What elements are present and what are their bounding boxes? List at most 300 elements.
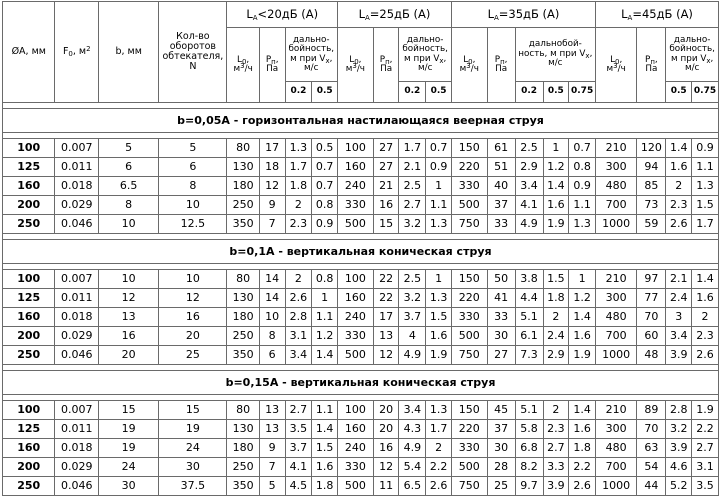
table-row [3, 439, 719, 458]
table-cell: 1.9 [426, 346, 452, 365]
table-cell: 3.4 [399, 401, 426, 420]
table-cell: 70 [637, 308, 666, 327]
table-cell: 7 [259, 458, 285, 477]
header-velocity: 0.5 [426, 82, 452, 103]
header-pressure: $P_п$, Па [487, 28, 515, 103]
table-cell: 750 [451, 215, 487, 234]
table-cell: 210 [596, 270, 637, 289]
table-cell: 500 [338, 215, 374, 234]
table-cell: 700 [596, 327, 637, 346]
header-l0: $L_0$, $м^3/ч$ [451, 28, 487, 103]
table-cell: 330 [338, 327, 374, 346]
table-cell: 1.4 [312, 420, 338, 439]
table-cell: 27 [373, 139, 399, 158]
table-cell: 4.6 [666, 458, 692, 477]
table-cell: 160 [338, 420, 374, 439]
table-cell: 1.6 [569, 327, 596, 346]
table-cell: 54 [637, 458, 666, 477]
table-cell: 1.5 [312, 439, 338, 458]
table-cell: 16 [373, 439, 399, 458]
header-velocity: 0.75 [692, 82, 719, 103]
table-cell: 2 [426, 439, 452, 458]
table-cell: 1.9 [543, 215, 569, 234]
table-cell: 8 [159, 177, 227, 196]
table-cell: 210 [596, 401, 637, 420]
table-cell: 1000 [596, 215, 637, 234]
table-cell: 2 [692, 308, 719, 327]
header-group-la-20: $L_A<20дБ$ (А) [227, 2, 338, 28]
table-cell: 1 [426, 177, 452, 196]
table-cell: 12 [259, 177, 285, 196]
table-cell: 51 [487, 158, 515, 177]
table-cell: 2.2 [692, 420, 719, 439]
table-cell: 2.8 [666, 401, 692, 420]
table-cell: 3.2 [399, 289, 426, 308]
header-pressure: $P_п$, Па [373, 28, 399, 103]
table-cell: 1 [312, 289, 338, 308]
table-cell: 2.4 [666, 289, 692, 308]
table-cell: 2.4 [543, 327, 569, 346]
table-cell: 3.4 [666, 327, 692, 346]
table-cell: 750 [451, 346, 487, 365]
table-cell: 2.9 [515, 158, 543, 177]
table-cell: 5.1 [515, 308, 543, 327]
table-cell: 0.7 [569, 139, 596, 158]
table-cell: 300 [596, 158, 637, 177]
table-cell: 0.7 [426, 139, 452, 158]
table-cell: 1.4 [312, 346, 338, 365]
table-cell: 0.8 [569, 158, 596, 177]
table-cell: 350 [227, 215, 259, 234]
table-cell: 2.2 [426, 458, 452, 477]
table-cell: 20 [159, 327, 227, 346]
table-cell: 8 [99, 196, 159, 215]
table-cell: 1.8 [543, 289, 569, 308]
table-cell: 20 [373, 401, 399, 420]
table-cell: 3.2 [666, 420, 692, 439]
header-area: $F_0$, $м^2$ [55, 2, 99, 103]
table-cell: 5 [259, 477, 285, 496]
table-cell: 2.6 [569, 477, 596, 496]
table-cell: 0.9 [692, 139, 719, 158]
table-cell: 50 [487, 270, 515, 289]
table-cell: 330 [451, 308, 487, 327]
table-cell: 500 [451, 196, 487, 215]
table-cell: 240 [338, 308, 374, 327]
table-cell: 16 [99, 327, 159, 346]
table-cell: 1.6 [692, 289, 719, 308]
table-cell: 19 [99, 439, 159, 458]
table-cell: 2.3 [666, 196, 692, 215]
table-cell: 3.9 [666, 346, 692, 365]
table-row [3, 458, 719, 477]
table-cell: 5.2 [666, 477, 692, 496]
table-cell: 0.007 [55, 139, 99, 158]
table-cell: 2.5 [515, 139, 543, 158]
section-title: b=0,05А - горизонтальная настилающаяся веерная струя [3, 109, 719, 133]
table-cell: 330 [338, 196, 374, 215]
table-cell: 240 [338, 177, 374, 196]
table-cell: 10 [259, 308, 285, 327]
table-cell: 9.7 [515, 477, 543, 496]
table-cell: 2.3 [285, 215, 312, 234]
table-cell: 16 [159, 308, 227, 327]
header-range: дально- бойность, м при $V_x$, м/с [666, 28, 719, 82]
table-cell: 6 [159, 158, 227, 177]
table-cell: 1 [426, 270, 452, 289]
header-pressure: $P_п$, Па [637, 28, 666, 103]
table-cell: 73 [637, 196, 666, 215]
table-cell: 40 [487, 177, 515, 196]
table-cell: 59 [637, 215, 666, 234]
table-cell: 1.6 [312, 458, 338, 477]
table-cell: 100 [338, 270, 374, 289]
table-cell: 2.7 [285, 401, 312, 420]
table-cell: 1.2 [312, 327, 338, 346]
table-row [3, 289, 719, 308]
table-cell: 44 [637, 477, 666, 496]
header-revolutions: Кол-во оборотов обтекателя, N [159, 2, 227, 103]
table-row [3, 420, 719, 439]
table-cell: 1000 [596, 477, 637, 496]
table-cell: 4.4 [515, 289, 543, 308]
table-row [3, 215, 719, 234]
table-cell: 0.9 [426, 158, 452, 177]
table-cell: 0.011 [55, 420, 99, 439]
table-cell: 3.4 [285, 346, 312, 365]
table-cell: 220 [451, 420, 487, 439]
table-cell: 15 [99, 401, 159, 420]
table-cell: 13 [259, 401, 285, 420]
table-cell: 12 [99, 289, 159, 308]
table-cell: 1.9 [692, 401, 719, 420]
table-cell: 180 [227, 177, 259, 196]
table-cell: 150 [451, 270, 487, 289]
table-cell: 4.9 [515, 215, 543, 234]
table-cell: 3.7 [285, 439, 312, 458]
header-b: b, мм [99, 2, 159, 103]
table-cell: 2.6 [426, 477, 452, 496]
table-cell: 2.6 [692, 346, 719, 365]
table-cell: 210 [596, 139, 637, 158]
table-cell: 1.3 [426, 401, 452, 420]
table-cell: 1.3 [426, 289, 452, 308]
table-cell: 1.1 [692, 158, 719, 177]
table-cell: 3.5 [692, 477, 719, 496]
table-cell: 63 [637, 439, 666, 458]
table-cell: 45 [487, 401, 515, 420]
table-cell: 0.029 [55, 327, 99, 346]
table-cell: 2.8 [285, 308, 312, 327]
header-velocity: 0.2 [399, 82, 426, 103]
table-cell: 300 [596, 420, 637, 439]
table-cell: 1.1 [312, 308, 338, 327]
table-cell: 2.3 [543, 420, 569, 439]
table-cell: 9 [259, 439, 285, 458]
table-cell: 4.3 [399, 420, 426, 439]
table-cell: 10 [99, 215, 159, 234]
table-cell: 0.7 [312, 177, 338, 196]
acoustic-performance-table [2, 1, 719, 496]
table-cell: 15 [373, 215, 399, 234]
table-cell: 6 [259, 346, 285, 365]
header-l0: $L_0$, $м^3/ч$ [596, 28, 637, 103]
header-velocity: 0.5 [666, 82, 692, 103]
header-range: дально- бойность, м при $V_x$, м/с [399, 28, 452, 82]
table-cell: 8 [259, 327, 285, 346]
section-title: b=0,15А - вертикальная коническая струя [3, 371, 719, 395]
table-cell: 250 [227, 458, 259, 477]
table-cell: 150 [451, 139, 487, 158]
table-cell: 1.7 [692, 215, 719, 234]
table-cell: 750 [451, 477, 487, 496]
diameter-cell: 250 [3, 346, 55, 365]
table-cell: 1.8 [285, 177, 312, 196]
table-cell: 1.4 [692, 270, 719, 289]
table-cell: 160 [338, 289, 374, 308]
table-cell: 1 [543, 139, 569, 158]
table-cell: 1.3 [692, 177, 719, 196]
table-cell: 2.6 [285, 289, 312, 308]
header-velocity: 0.75 [569, 82, 596, 103]
table-cell: 48 [637, 346, 666, 365]
table-cell: 2.5 [399, 177, 426, 196]
header-group-la-45: $L_A=45дБ$ (А) [596, 2, 719, 28]
table-cell: 3 [666, 308, 692, 327]
table-cell: 41 [487, 289, 515, 308]
table-cell: 330 [338, 458, 374, 477]
table-cell: 70 [637, 420, 666, 439]
table-cell: 0.5 [312, 139, 338, 158]
table-cell: 1.8 [312, 477, 338, 496]
table-cell: 37.5 [159, 477, 227, 496]
table-cell: 6.5 [399, 477, 426, 496]
diameter-cell: 160 [3, 308, 55, 327]
table-cell: 0.007 [55, 401, 99, 420]
table-cell: 3.9 [666, 439, 692, 458]
table-cell: 89 [637, 401, 666, 420]
table-cell: 1.4 [666, 139, 692, 158]
table-cell: 1.2 [543, 158, 569, 177]
table-cell: 13 [259, 420, 285, 439]
table-cell: 3.7 [399, 308, 426, 327]
table-cell: 25 [487, 477, 515, 496]
header-group-la-35: $L_A=35дБ$ (А) [451, 2, 595, 28]
table-cell: 24 [99, 458, 159, 477]
table-row [3, 327, 719, 346]
diameter-cell: 100 [3, 270, 55, 289]
table-cell: 6.1 [515, 327, 543, 346]
table-cell: 240 [338, 439, 374, 458]
table-cell: 2 [543, 308, 569, 327]
table-cell: 0.011 [55, 289, 99, 308]
header-velocity: 0.2 [285, 82, 312, 103]
table-cell: 22 [373, 289, 399, 308]
table-cell: 1 [569, 270, 596, 289]
table-cell: 77 [637, 289, 666, 308]
table-cell: 80 [227, 270, 259, 289]
table-cell: 12 [159, 289, 227, 308]
table-cell: 500 [451, 327, 487, 346]
table-cell: 1.4 [569, 401, 596, 420]
table-cell: 1.6 [666, 158, 692, 177]
table-row [3, 270, 719, 289]
header-l0: $L_0$, $м^3/ч$ [338, 28, 374, 103]
table-cell: 1.8 [569, 439, 596, 458]
table-cell: 33 [487, 215, 515, 234]
table-cell: 150 [451, 401, 487, 420]
table-cell: 7 [259, 215, 285, 234]
table-cell: 0.8 [312, 196, 338, 215]
table-cell: 28 [487, 458, 515, 477]
table-cell: 1.1 [569, 196, 596, 215]
table-cell: 4 [399, 327, 426, 346]
table-cell: 80 [227, 401, 259, 420]
table-cell: 1.3 [285, 139, 312, 158]
table-cell: 330 [451, 177, 487, 196]
table-cell: 700 [596, 196, 637, 215]
table-cell: 30 [159, 458, 227, 477]
table-cell: 300 [596, 289, 637, 308]
table-cell: 700 [596, 458, 637, 477]
table-cell: 2.9 [543, 346, 569, 365]
diameter-cell: 125 [3, 420, 55, 439]
table-cell: 30 [487, 327, 515, 346]
table-cell: 4.9 [399, 439, 426, 458]
table-cell: 2 [285, 196, 312, 215]
table-cell: 2.3 [692, 327, 719, 346]
table-cell: 30 [487, 439, 515, 458]
diameter-cell: 125 [3, 289, 55, 308]
header-velocity: 0.5 [543, 82, 569, 103]
diameter-cell: 160 [3, 439, 55, 458]
table-cell: 1.3 [569, 215, 596, 234]
table-row [3, 308, 719, 327]
table-cell: 1.7 [426, 420, 452, 439]
table-cell: 1.6 [543, 196, 569, 215]
table-cell: 1.7 [399, 139, 426, 158]
table-cell: 250 [227, 327, 259, 346]
table-cell: 25 [159, 346, 227, 365]
table-cell: 94 [637, 158, 666, 177]
table-cell: 1.5 [543, 270, 569, 289]
table-cell: 16 [373, 196, 399, 215]
table-cell: 22 [373, 270, 399, 289]
header-range: дально- бойность, м при $V_x$, м/с [285, 28, 338, 82]
table-cell: 0.046 [55, 215, 99, 234]
table-cell: 17 [259, 139, 285, 158]
diameter-cell: 250 [3, 215, 55, 234]
table-cell: 3.1 [285, 327, 312, 346]
table-row [3, 477, 719, 496]
diameter-cell: 200 [3, 196, 55, 215]
table-cell: 330 [451, 439, 487, 458]
table-cell: 1.4 [569, 308, 596, 327]
table-cell: 0.011 [55, 158, 99, 177]
table-cell: 0.029 [55, 196, 99, 215]
table-cell: 5 [159, 139, 227, 158]
table-cell: 250 [227, 196, 259, 215]
table-cell: 61 [487, 139, 515, 158]
table-cell: 100 [338, 401, 374, 420]
header-diameter: ØA, мм [3, 2, 55, 103]
table-cell: 3.5 [285, 420, 312, 439]
table-cell: 1.2 [569, 289, 596, 308]
table-cell: 3.4 [515, 177, 543, 196]
table-cell: 3.8 [515, 270, 543, 289]
table-cell: 5.8 [515, 420, 543, 439]
table-cell: 37 [487, 196, 515, 215]
table-cell: 2.5 [399, 270, 426, 289]
header-range: дальнобой- ность, м при $V_x$, м/с [515, 28, 595, 82]
table-cell: 12.5 [159, 215, 227, 234]
table-cell: 0.018 [55, 177, 99, 196]
table-cell: 0.8 [312, 270, 338, 289]
table-cell: 20 [373, 420, 399, 439]
table-cell: 10 [159, 270, 227, 289]
header-l0: $L_0$, $м^3/ч$ [227, 28, 259, 103]
table-cell: 1.4 [543, 177, 569, 196]
table-cell: 0.9 [569, 177, 596, 196]
table-row [3, 196, 719, 215]
table-cell: 1.9 [569, 346, 596, 365]
table-cell: 2.1 [666, 270, 692, 289]
table-cell: 10 [99, 270, 159, 289]
table-cell: 1.6 [426, 327, 452, 346]
table-cell: 220 [451, 158, 487, 177]
table-cell: 180 [227, 439, 259, 458]
table-cell: 20 [99, 346, 159, 365]
table-cell: 13 [99, 308, 159, 327]
header-velocity: 0.2 [515, 82, 543, 103]
table-cell: 11 [373, 477, 399, 496]
table-cell: 37 [487, 420, 515, 439]
table-cell: 8.2 [515, 458, 543, 477]
table-cell: 500 [338, 477, 374, 496]
table-cell: 120 [637, 139, 666, 158]
diameter-cell: 250 [3, 477, 55, 496]
table-cell: 500 [451, 458, 487, 477]
table-cell: 3.1 [692, 458, 719, 477]
table-cell: 2.2 [569, 458, 596, 477]
table-cell: 9 [259, 196, 285, 215]
table-cell: 17 [373, 308, 399, 327]
table-cell: 14 [259, 289, 285, 308]
table-cell: 0.046 [55, 477, 99, 496]
diameter-cell: 200 [3, 327, 55, 346]
table-cell: 1.3 [426, 215, 452, 234]
table-cell: 24 [159, 439, 227, 458]
table-cell: 6.8 [515, 439, 543, 458]
table-cell: 0.007 [55, 270, 99, 289]
table-row [3, 177, 719, 196]
diameter-cell: 160 [3, 177, 55, 196]
table-cell: 180 [227, 308, 259, 327]
table-cell: 30 [99, 477, 159, 496]
diameter-cell: 125 [3, 158, 55, 177]
table-cell: 5.4 [399, 458, 426, 477]
table-cell: 480 [596, 308, 637, 327]
table-cell: 4.1 [285, 458, 312, 477]
table-cell: 1.1 [426, 196, 452, 215]
table-row [3, 139, 719, 158]
table-cell: 14 [259, 270, 285, 289]
table-cell: 12 [373, 346, 399, 365]
table-cell: 1.6 [569, 420, 596, 439]
table-cell: 0.7 [312, 158, 338, 177]
table-cell: 85 [637, 177, 666, 196]
table-cell: 2 [285, 270, 312, 289]
